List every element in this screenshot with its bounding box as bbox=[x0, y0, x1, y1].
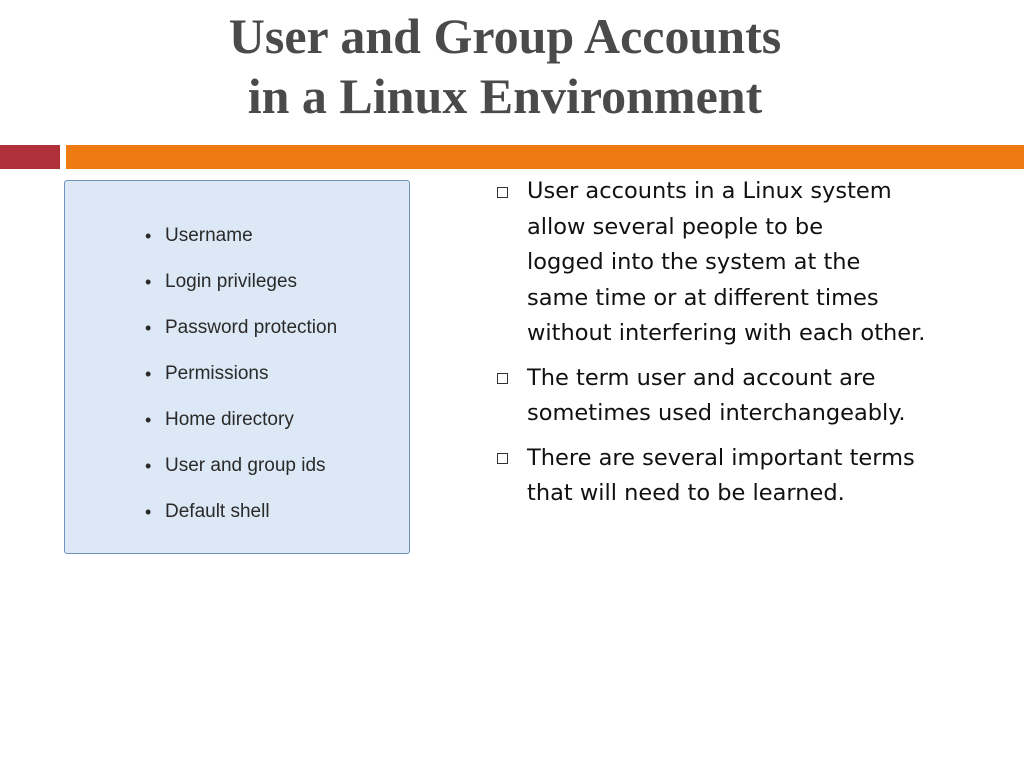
bullet-dot-icon: • bbox=[145, 502, 152, 522]
title-line-1: User and Group Accounts bbox=[228, 8, 782, 64]
bullet-line: that will need to be learned. bbox=[527, 480, 845, 506]
bullet-line: same time or at different times bbox=[527, 284, 879, 311]
attribute-item bbox=[145, 454, 337, 500]
bullet-line: The term user and account are bbox=[527, 364, 876, 391]
attribute-item bbox=[145, 408, 337, 454]
title-line-2: in a Linux Environment bbox=[247, 68, 763, 124]
bullet-line: without interfering with each other. bbox=[527, 320, 926, 346]
attribute-label: Password protection bbox=[165, 317, 338, 338]
bullet-line: sometimes used interchangeably. bbox=[527, 400, 906, 426]
attribute-label: User and group ids bbox=[165, 455, 326, 476]
attribute-item bbox=[145, 500, 337, 546]
bullet-line: logged into the system at the bbox=[527, 249, 861, 275]
account-attributes-box bbox=[64, 180, 410, 554]
bullet-dot-icon: • bbox=[145, 318, 152, 338]
attribute-label: Permissions bbox=[165, 363, 269, 384]
square-bullet-icon bbox=[497, 187, 508, 198]
bullet-line: User accounts in a Linux system bbox=[527, 178, 892, 204]
bullet-line: There are several important terms bbox=[527, 444, 915, 471]
bullet-dot-icon: • bbox=[145, 272, 152, 292]
accent-bar-orange bbox=[66, 145, 1024, 169]
square-bullet-icon bbox=[497, 453, 508, 464]
bullet-dot-icon: • bbox=[145, 364, 152, 384]
account-attributes-list bbox=[145, 224, 337, 546]
attribute-label: Username bbox=[165, 225, 253, 246]
bullet-point bbox=[493, 174, 993, 352]
bullet-text bbox=[527, 361, 987, 432]
attribute-label: Home directory bbox=[165, 409, 294, 430]
attribute-label: Login privileges bbox=[165, 271, 298, 292]
bullet-dot-icon: • bbox=[145, 410, 152, 430]
bullet-text bbox=[527, 174, 987, 352]
square-bullet-icon bbox=[497, 373, 508, 384]
bullet-point bbox=[493, 441, 993, 512]
bullet-line: allow several people to be bbox=[527, 213, 824, 240]
bullet-points bbox=[493, 174, 993, 521]
bullet-text bbox=[527, 441, 987, 512]
slide-title bbox=[0, 6, 1010, 126]
attribute-item bbox=[145, 316, 337, 362]
accent-bar-red bbox=[0, 145, 60, 169]
attribute-item bbox=[145, 270, 337, 316]
attribute-item bbox=[145, 224, 337, 270]
bullet-dot-icon: • bbox=[145, 456, 152, 476]
bullet-dot-icon: • bbox=[145, 226, 152, 246]
attribute-label: Default shell bbox=[165, 501, 270, 522]
attribute-item bbox=[145, 362, 337, 408]
bullet-point bbox=[493, 361, 993, 432]
